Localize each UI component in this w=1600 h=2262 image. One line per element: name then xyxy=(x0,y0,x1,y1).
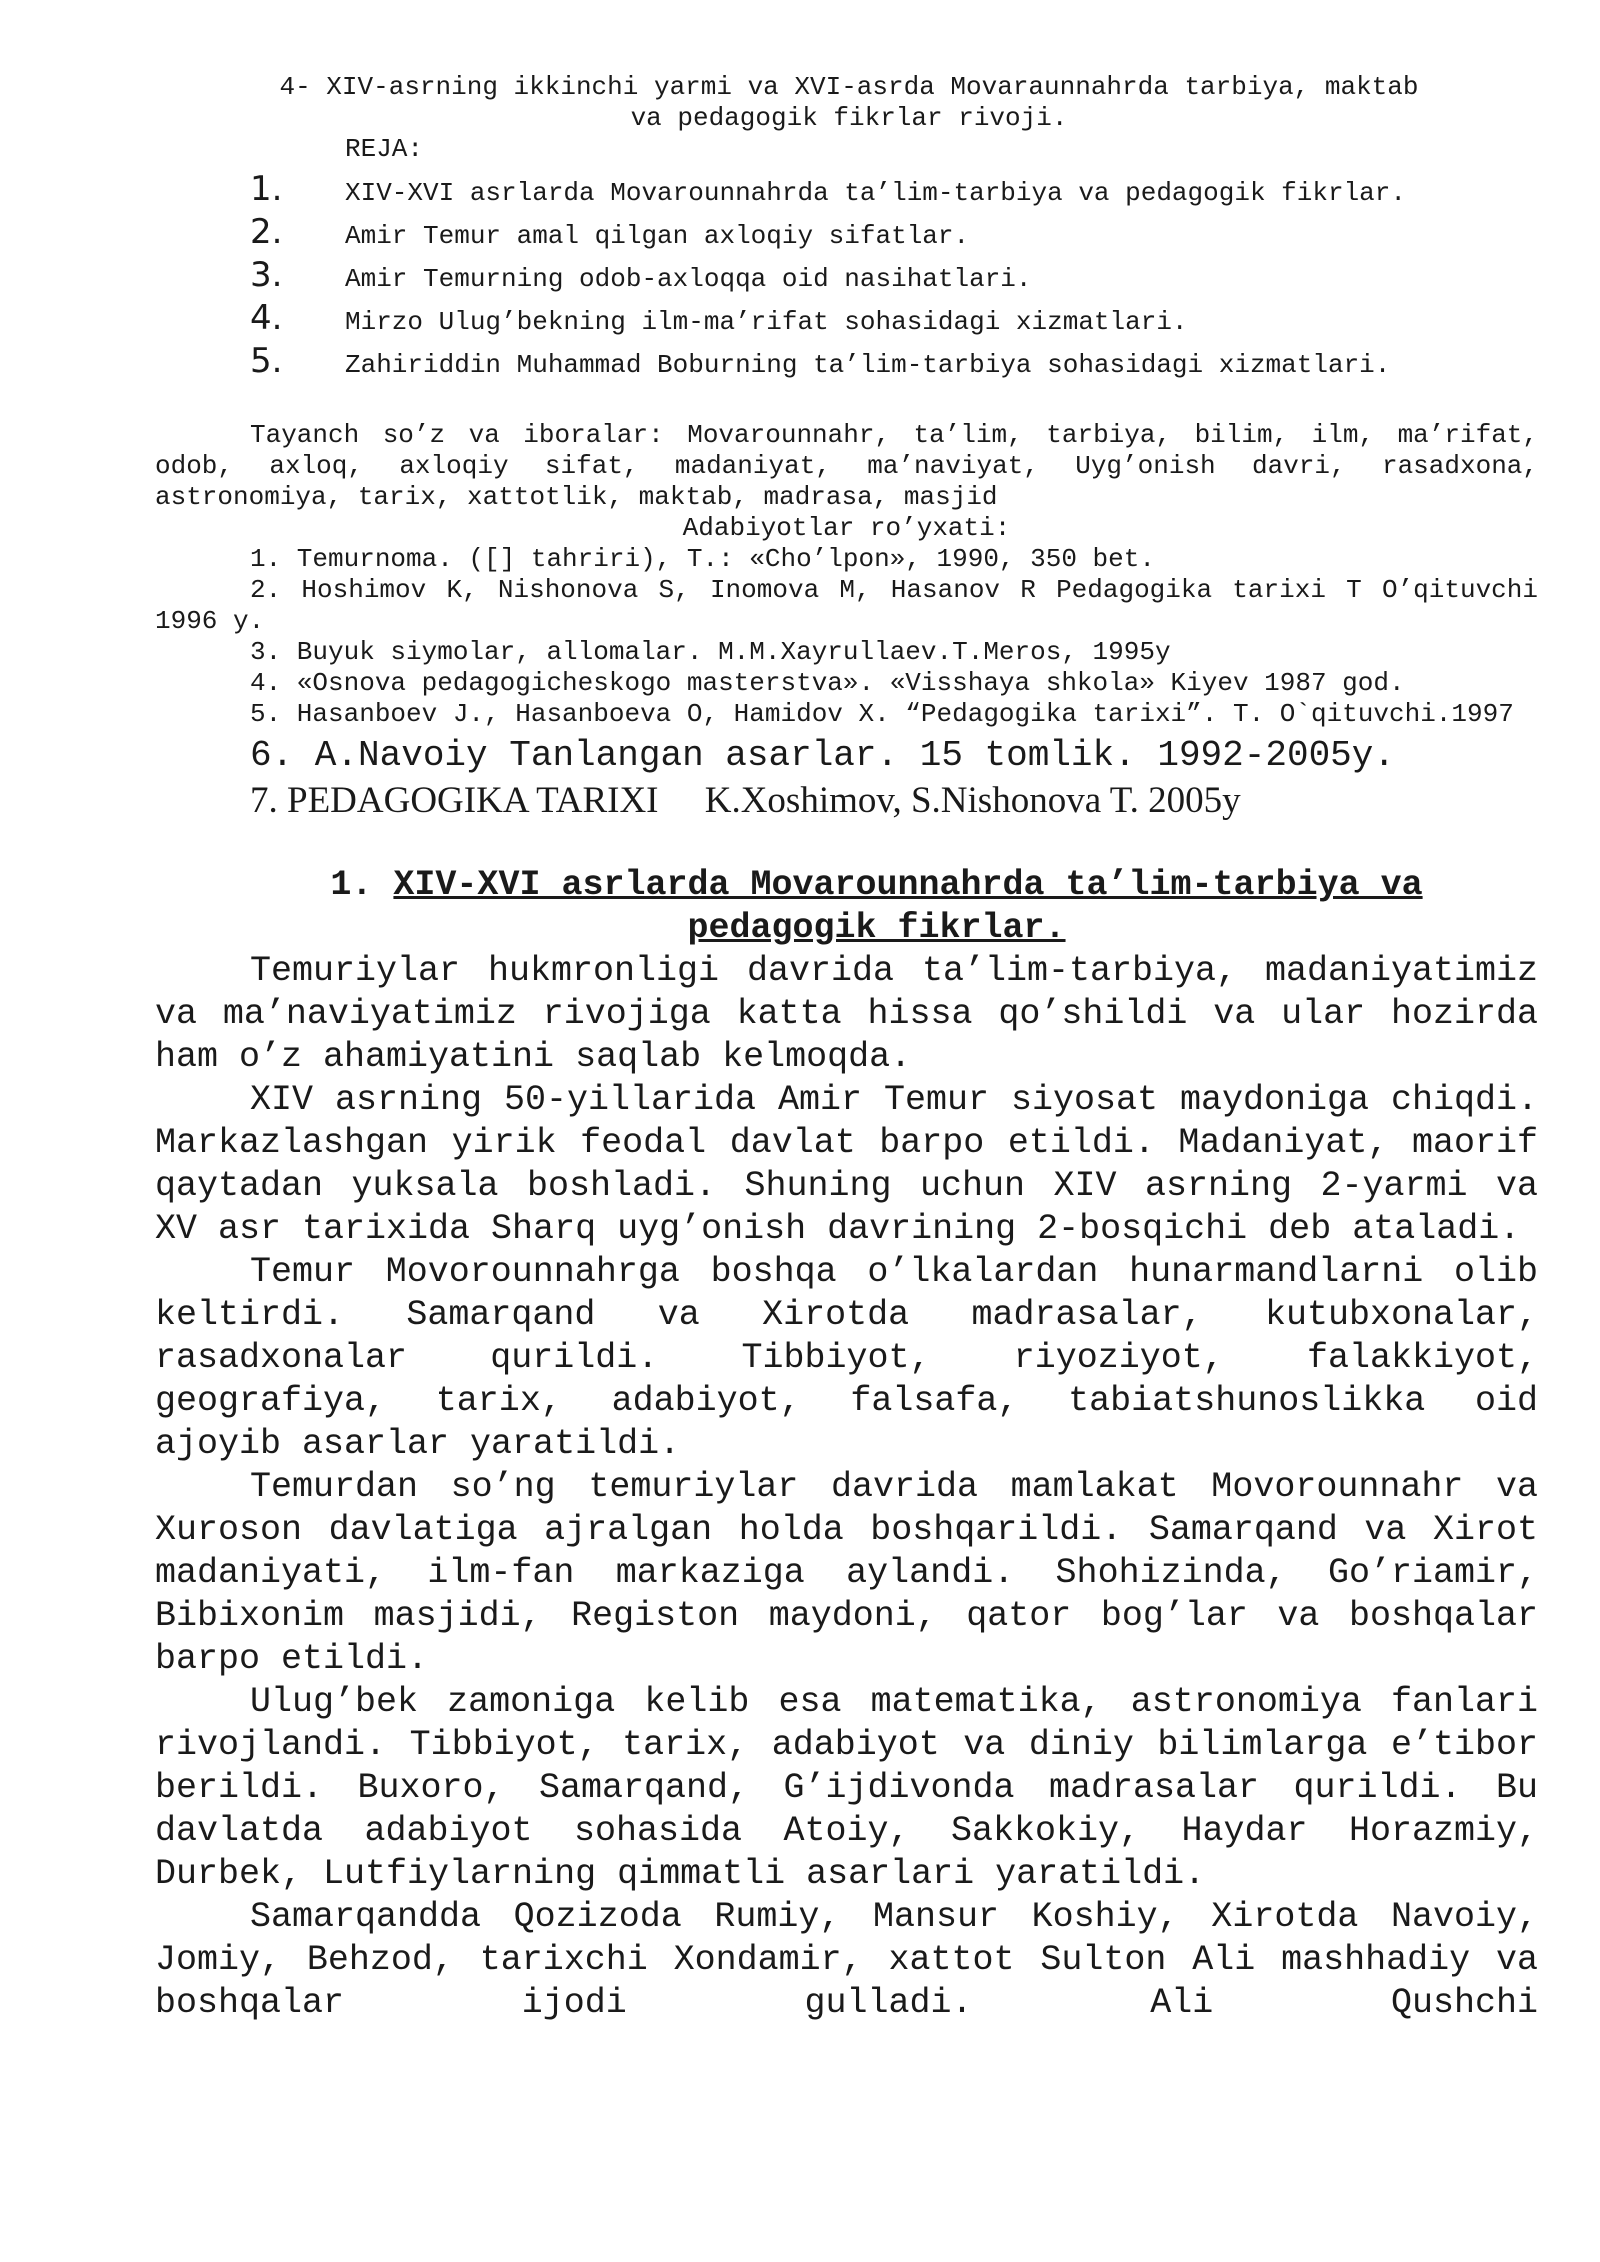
plan-item-text: Mirzo Ulug’bekning ilm-ma’rifat sohasidagi xizmatlari. xyxy=(345,307,1188,337)
paragraph: Temur Movorounnahrga boshqa o’lkalardan hunarmandlarni olib keltirdi. Samarqand va Xirotda madrasalar, kutubxonalar, rasadxonalar qurildi. Tibbiyot, riyoziyot, falakkiyot, geografiya, tarix, adabiyot, falsafa, tabiatshunoslikka oid ajoyib asarlar yaratildi. xyxy=(155,1252,1538,1464)
plan-item-text: Zahiriddin Muhammad Boburning ta’lim-tarbiya sohasidagi xizmatlari. xyxy=(345,350,1391,380)
paragraph: Ulug’bek zamoniga kelib esa matematika, astronomiya fanlari rivojlandi. Tibbiyot, tarix, adabiyot va diniy bilimlarga e’tibor berildi. Buxoro, Samarqand, G’ijdivonda madrasalar qurildi. Bu davlatda adabiyot sohasida Atoiy, Sakkokiy, Haydar Horazmiy, Durbek, Lutfiylarning qimmatli asarlari yaratildi. xyxy=(155,1682,1538,1894)
paragraph: XIV asrning 50-yillarida Amir Temur siyosat maydoniga chiqdi. Markazlashgan yirik feodal davlat barpo etildi. Madaniyat, maorif qaytadan yuksala boshladi. Shuning uchun XIV asrning 2-yarmi va XV asr tarixida Sharq uyg’onish davrining 2-bosqichi deb ataladi. xyxy=(155,1080,1538,1249)
reference-item: 5. Hasanboev J., Hasanboeva O, Hamidov X. “Pedagogika tarixi”. T. O`qituvchi.1997 xyxy=(250,699,1514,729)
section-heading xyxy=(155,864,1538,950)
plan-item-text: XIV-XVI asrlarda Movarounnahrda ta’lim-tarbiya va pedagogik fikrlar. xyxy=(345,178,1406,208)
document-page xyxy=(155,72,1538,2025)
reference-item-6: 6. A.Navoiy Tanlangan asarlar. 15 tomlik. 1992-2005y. xyxy=(250,735,1395,776)
references-title: Adabiyotlar ro’yxati: xyxy=(682,513,1011,543)
keywords-paragraph: Tayanch so’z va iboralar: Movarounnahr, ta’lim, tarbiya, bilim, ilm, ma’rifat, odob, axloq, axloqiy sifat, madaniyat, ma’naviyat, Uyg’onish davri, rasadxona, astronomiya, tarix, xattotlik, maktab, madrasa, masjid xyxy=(155,420,1538,512)
plan-item-text: Amir Temurning odob-axloqqa oid nasihatlari. xyxy=(345,264,1032,294)
section-title: XIV-XVI asrlarda Movarounnahrda ta’lim-tarbiya va pedagogik fikrlar. xyxy=(393,865,1423,948)
plan-item xyxy=(155,298,1538,341)
reference-item: 3. Buyuk siymolar, allomalar. M.M.Xayrullaev.T.Meros, 1995y xyxy=(250,637,1171,667)
reference-item: 1. Temurnoma. ([] tahriri), T.: «Cho’lpon», 1990, 350 bet. xyxy=(250,544,1155,574)
plan-item-number: 2. xyxy=(250,212,283,252)
plan-item xyxy=(155,255,1538,298)
section-number: 1. xyxy=(330,865,373,905)
plan-item-number: 1. xyxy=(250,169,283,209)
plan-item xyxy=(155,341,1538,384)
body-text xyxy=(155,950,1538,2025)
plan-item xyxy=(155,169,1538,212)
plan-label: REJA: xyxy=(345,134,424,164)
paragraph: Temurdan so’ng temuriylar davrida mamlakat Movorounnahr va Xuroson davlatiga ajralgan holda boshqarildi. Samarqand va Xirot madaniyati, ilm-fan markaziga aylandi. Shohizinda, Go’riamir, Bibixonim masjidi, Registon maydoni, qator bog’lar va boshqalar barpo etildi. xyxy=(155,1467,1538,1679)
reference-item: 2. Hoshimov K, Nishonova S, Inomova M, Hasanov R Pedagogika tarixi T O’qituvchi 1996 y. xyxy=(155,575,1538,636)
plan-item-number: 5. xyxy=(250,341,283,381)
reference-item-7: 7. PEDAGOGIKA TARIXI K.Xoshimov, S.Nishonova T. 2005y xyxy=(250,780,1241,821)
plan-item-text: Amir Temur amal qilgan axloqiy sifatlar. xyxy=(345,221,970,251)
plan-item-number: 4. xyxy=(250,298,283,338)
plan-item-number: 3. xyxy=(250,255,283,295)
plan-item xyxy=(155,212,1538,255)
plan-list xyxy=(155,169,1538,384)
topic-title: 4- XIV-asrning ikkinchi yarmi va XVI-asrda Movaraunnahrda tarbiya, maktab va pedagogik fikrlar rivoji. xyxy=(279,72,1419,133)
paragraph: Temuriylar hukmronligi davrida ta’lim-tarbiya, madaniyatimiz va ma’naviyatimiz rivojiga katta hissa qo’shildi va ular hozirda ham o’z ahamiyatini saqlab kelmoqda. xyxy=(155,951,1538,1077)
reference-item: 4. «Osnova pedagogicheskogo masterstva». «Visshaya shkola» Kiyev 1987 god. xyxy=(250,668,1405,698)
paragraph: Samarqandda Qozizoda Rumiy, Mansur Koshiy, Xirotda Navoiy, Jomiy, Behzod, tarixchi Xondamir, xattot Sulton Ali mashhadiy va boshqalar ijodi gulladi. Ali Qushchi xyxy=(155,1897,1538,2023)
